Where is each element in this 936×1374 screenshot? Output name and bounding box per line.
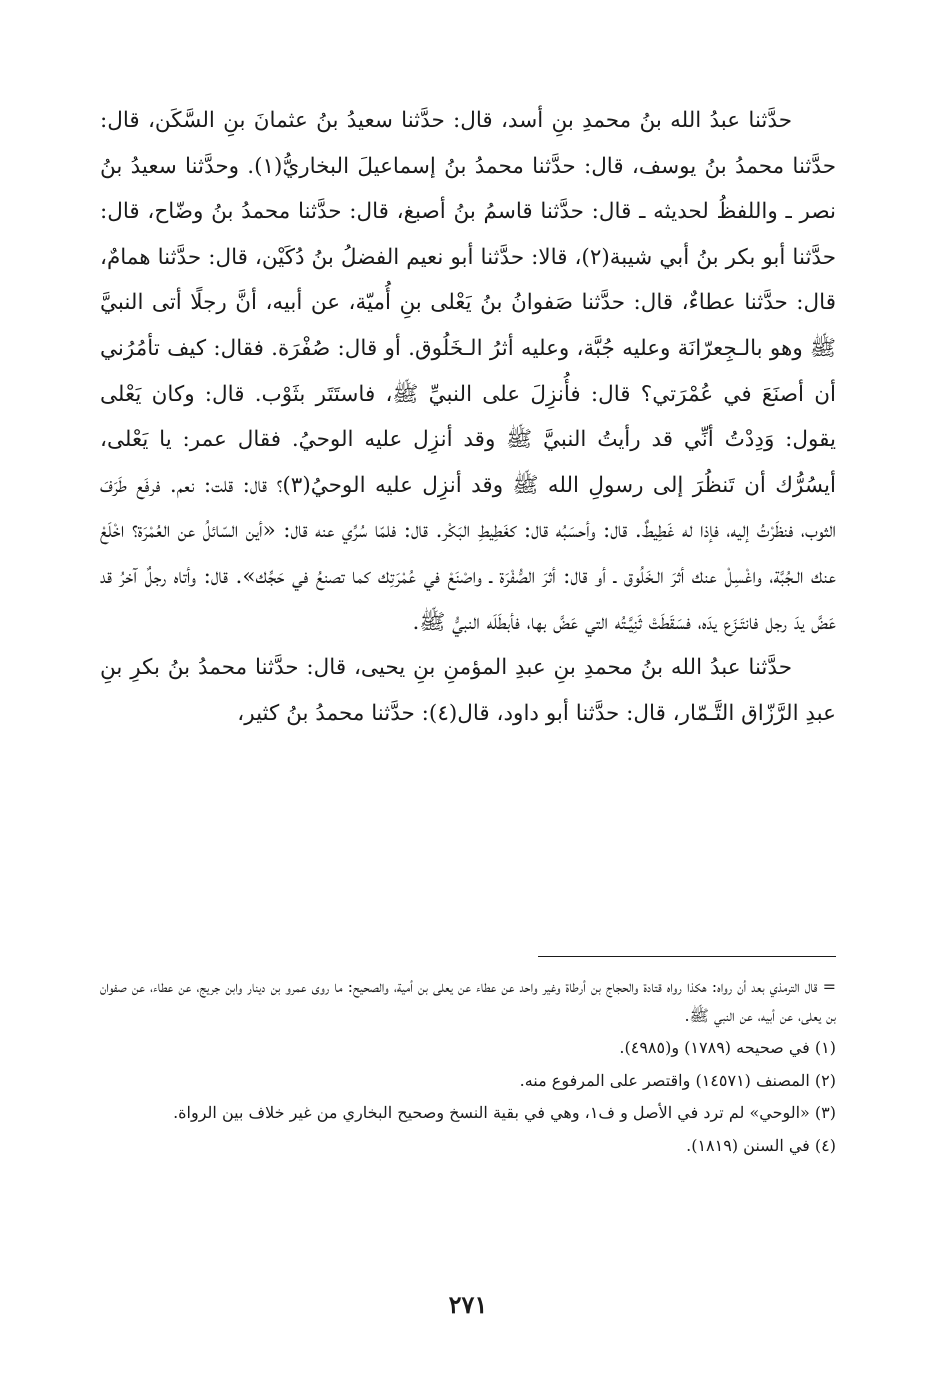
footnote-continued: = قال الترمذي بعد أن رواه: هكذا رواه قتادة والحجاج بن أرطاة وغير واحد عن عطاء عن يعلى بن أمية، والصحيح: ما روى عمرو بن دينار وابن جريج، عن عطاء، عن صفوان بن يعلى، عن أبيه، عن النبي ﷺ. <box>100 977 836 1025</box>
paragraph-1: حدَّثنا عبدُ الله بنُ محمدِ بنِ أسد، قال: حدَّثنا سعيدُ بنُ عثمانَ بنِ السَّكَن، قال: حدَّثنا محمدُ بنُ يوسف، قال: حدَّثنا محمدُ بنُ إسماعيلَ البخاريُّ(١). وحدَّثنا سعيدُ بنُ نصر ـ واللفظُ لحديثه ـ قال: حدَّثنا قاسمُ بنُ أصبغ، قال: حدَّثنا محمدُ بنُ وضّاح، قال: حدَّثنا أبو بكر بنُ أبي شيبة(٢)، قالا: حدَّثنا أبو نعيم الفضلُ بنُ دُكَيْن، قال: حدَّثنا همامٌ، قال: حدَّثنا عطاءٌ، قال: حدَّثنا صَفوانُ بنُ يَعْلى بنِ أُميّة، عن أبيه، أنَّ رجلًا أتى النبيَّ ﷺ وهو بالـجِعرّانَة وعليه جُبَّة، وعليه أثرُ الـخَلُوق. أو قال: صُفْرَة. فقال: كيف تأمُرُني أن أصنَعَ في عُمْرَتي؟ قال: فأُنزِلَ على النبيِّ ﷺ، فاستَتَر بثَوْب. قال: وكان يَعْلى يقول: وَدِدْتُ أنِّي قد رأيتُ النبيَّ ﷺ وقد أنزِل عليه الوحيُ. فقال عمر: يا يَعْلى، أيسُرُّك أن تَنظُرَ إلى رسولِ الله ﷺ وقد أنزِل عليه الوحيُ(٣)؟ قال: قلت: نعم. فرفَع طَرَفَ الثوب، فنظَرْتُ إليه، فإذا له غَطِيطٌ. قال: وأحسَبُه قال: كغَطِيطِ البَكْر. قال: فلمّا سُرِّي عنه قال: «أين السّائلُ عن العُمْرَة؟ اخْلَعْ عنك الـجُبَّة، واغْسِلْ عنك أثرَ الـخَلُوق ـ أو قال: أثرَ الصُّفْرَة ـ واصْنَعْ في عُمْرَتِك كما تصنعُ في حَجِّك». قال: وأتاه رجلٌ آخرُ قد عَضَّ يدَ رجل فانتَـزَع يدَه، فسَقَطَتْ ثَنِيَّـتُه التي عَضَّ بها، فأبطَلَه النبيُّ ﷺ. <box>100 108 837 635</box>
footnote-2: (٢) المصنف (١٤٥٧١) واقتصر على المرفوع منه. <box>519 1070 836 1090</box>
paragraph-2: حدَّثنا عبدُ الله بنُ محمدِ بنِ عبدِ المؤمنِ بنِ يحيى، قال: حدَّثنا محمدُ بنُ بكرِ بنِ عبدِ الرَّزّاق التَّـمّار، قال: حدَّثنا أبو داود، قال(٤): حدَّثنا محمدُ بنُ كثير، <box>100 655 836 726</box>
footnote-1: (١) في صحيحه (١٧٨٩) و(٤٩٨٥). <box>619 1038 836 1057</box>
footnote-divider <box>538 956 836 957</box>
main-text <box>100 98 836 736</box>
page-number: ٢٧١ <box>448 1290 488 1319</box>
footnote-3: (٣) «الوحي» لم ترد في الأصل و ف١، وهي في بقية النسخ وصحيح البخاري من غير خلاف بين الرواة. <box>173 1103 836 1122</box>
footnotes <box>100 973 836 1164</box>
footnote-4: (٤) في السنن (١٨١٩). <box>686 1135 836 1155</box>
